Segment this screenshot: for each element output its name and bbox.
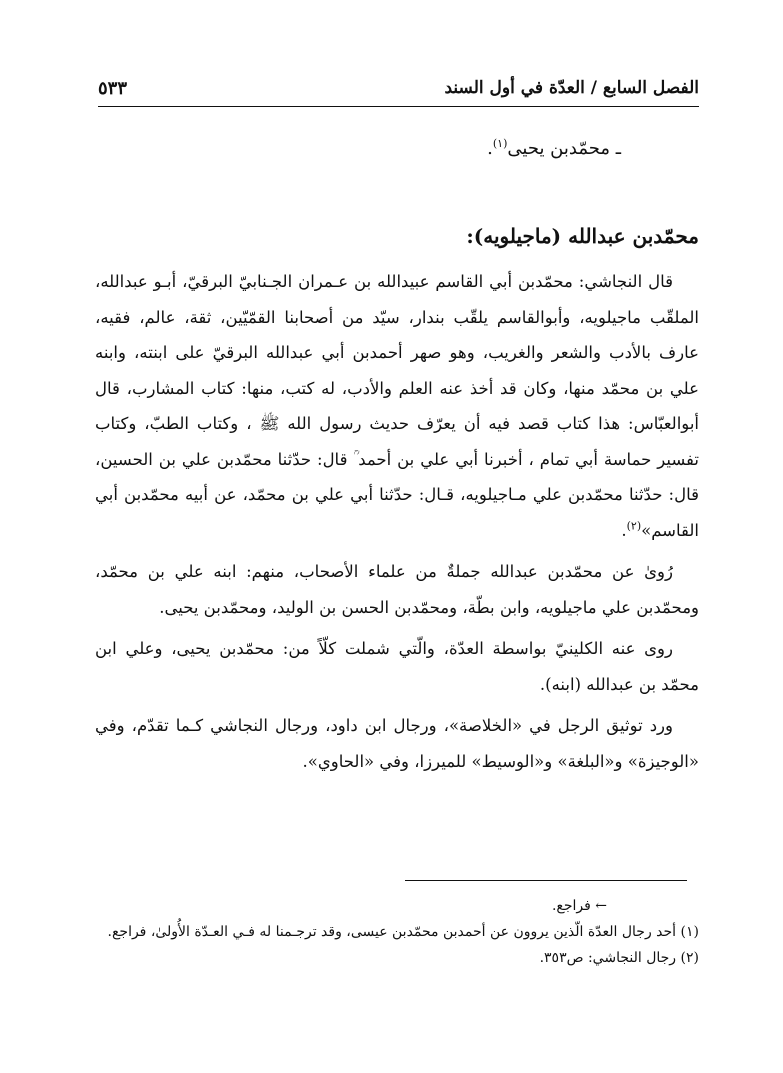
footnote-text: رجال النجاشي: ص٣٥٣. — [539, 950, 677, 966]
running-header — [98, 72, 699, 107]
footnote-1 — [95, 919, 699, 945]
previous-entry-line — [487, 138, 621, 159]
paragraph-text: قال النجاشي: محمّدبن أبي القاسم عبيدالله بن عـمران الجـنابيّ البرقيّ، أبـو عبدالله، الملقّب ماجيلويه، وأبوالقاسم يلقّب بندار، سيّد من أصحابنا القمّيّين، ثقة، عالم، فقيه، عارف بالأدب والشعر والغريب، وهو صهر أحمدبن أبي عبدالله البرقيّ على ابنته، وابنه علي بن محمّد منها، وكان قد أخذ عنه العلم والأدب، له كتب، منها: كتاب المشارب، قال أبوالعبّاس: هذا كتاب قصد فيه أن يعرّف حديث رسول الله ﷺ ، وكتاب الطبّ، وكتاب تفسير حماسة أبي تمام ، أخبرنا أبي علي بن أحمد ؒ قال: حدّثنا محمّدبن علي بن الحسين، قال: حدّثنا محمّدبن علي مـاجيلويه، قـال: حدّثنا أبي علي بن محمّد، عن أبيه محمّدبن أبي القاسم» — [95, 272, 699, 540]
entry-body — [95, 264, 699, 785]
previous-entry-end: . — [487, 138, 493, 159]
page-number: ٥٣٣ — [98, 78, 128, 99]
footnote-continued: ← فراجع. — [551, 898, 607, 914]
footnote-ref-1: (١) — [492, 137, 508, 150]
footnote-ref-2: (٢) — [626, 519, 642, 532]
entry-heading: محمّدبن عبدالله (ماجيلويه): — [466, 224, 699, 248]
chapter-title: الفصل السابع / العدّة في أول السند — [444, 78, 699, 98]
footnotes — [95, 893, 699, 971]
paragraph-end: . — [621, 520, 627, 540]
footnote-number: (٢) — [680, 950, 699, 966]
paragraph-tawthiq: ورد توثيق الرجل في «الخلاصة»، ورجال ابن داود، ورجال النجاشي كـما تقدّم، وفي «الوجيزة» و«البلغة» و«الوسيط» للميرزا، وفي «الحاوي». — [95, 716, 699, 771]
paragraph-narrators: رُوىٰ عن محمّدبن عبدالله جملةٌ من علماء الأصحاب، منهم: ابنه علي بن محمّد، ومحمّدبن علي ماجيلويه، وابن بطّة، ومحمّدبن الحسن بن الوليد، ومحمّدبن يحيى. — [95, 562, 699, 617]
previous-entry-text: ـ محمّدبن يحيى — [507, 138, 621, 159]
footnote-2 — [95, 945, 699, 971]
footnote-number: (١) — [680, 924, 699, 940]
paragraph-kulayni: روى عنه الكلينيّ بواسطة العدّة، والّتي شملت كلّاً من: محمّدبن يحيى، وعلي ابن محمّد بن عبدالله (ابنه). — [95, 639, 699, 694]
footnote-text: أحد رجال العدّة الّذين يروون عن أحمدبن محمّدبن عيسى، وقد ترجـمنا له فـي العـدّة الأُولىٰ، فراجع. — [107, 924, 677, 940]
footnote-divider — [405, 880, 687, 881]
paragraph-najashi-quote — [95, 264, 699, 548]
